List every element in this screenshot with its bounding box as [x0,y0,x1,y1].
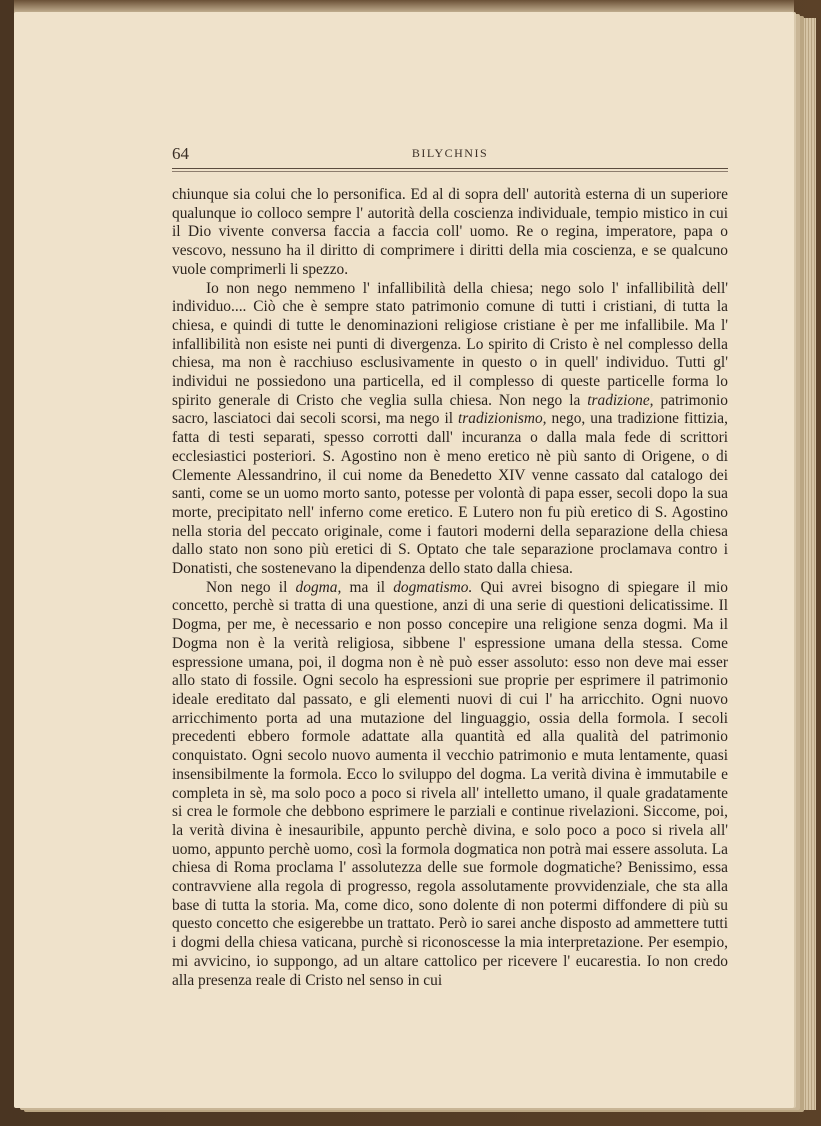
header-rule [172,168,728,169]
text-run: chiunque sia colui che lo personifica. Ed al di sopra dell' autorità esterna di un superiore qualunque io colloco sempre l' autorità della coscienza individuale, tempio mistico in cui il Dio vivente conversa faccia a faccia coll' uomo. Re o regina, imperatore, papa o vescovo, nessuno ha il diritto di comprimere i diritti della mia coscienza, e se qualcuno vuole comprimerli li spezzo. [172,186,728,278]
page-number: 64 [172,144,189,163]
text-run: Non nego il [206,578,296,596]
text-run: patrimonio sacro, lasciatoci dai secoli scorsi, ma nego il [172,391,729,428]
text-run: nego, una tradizione fittizia, fatta di testi separati, spesso corrotti dall' incuranza o dalla mala fede di scrittori ecclesiastici posteriori. S. Agostino non è meno eretico nè più santo di Origene, o di Clemente Alessandrino, il cui nome da Benedetto XIV venne cassato dal catalogo dei santi, come se un uomo morto santo, potesse per volontà di papa esser, secoli dopo la sua morte, precipitato nell' inferno come eretico. E Lutero non fu più eretico di S. Agostino nella storia del peccato originale, come i fautori moderni della separazione della chiesa dallo stato non sono più eretici di S. Optato che tale separazione proclamava contro i Donatisti, che sostenevano la dipendenza dello stato dalla chiesa. [172,410,728,578]
running-title: BILYCHNIS [411,146,489,160]
page-stack-edge [794,18,816,1110]
italic-text-run: dogma, [295,578,342,596]
body-text [172,186,728,990]
italic-text-run: tradizione, [587,391,654,409]
text-run: Io non nego nemmeno l' infallibilità della chiesa; nego solo l' infallibilità dell' individuo.... Ciò che è sempre stato patrimonio comune di tutti i cristiani, di tutta la chiesa, e quindi di tutte le denominazioni religiose cristiane è per me infallibile. Ma l' infallibilità non esiste nei punti di divergenza. Lo spirito di Cristo è nel complesso della chiesa, ma non è racchiuso esclusivamente in questo o in quell' individuo. Tutti gl' individui ne possiedono una particella, ed il complesso di queste particelle forma lo spirito generale di Cristo che veglia sulla chiesa. Non nego la [172,279,728,409]
italic-text-run: tradizionismo, [458,410,547,428]
italic-text-run: dogmatismo. [393,578,473,596]
page-header [172,144,728,166]
text-run: Qui avrei bisogno di spiegare il mio concetto, perchè si tratta di una questione, anzi di una serie di questioni delicatissime. Il Dogma, per me, è necessario e non posso concepire una religione senza dogmi. Ma il Dogma non è la verità religiosa, sibbene l' espressione umana della stessa. Come espressione umana, poi, il dogma non è nè può esser assoluto: esso non deve mai esser allo stato di fossile. Ogni secolo ha espressioni sue proprie per esprimere il patrimonio ideale ereditato dal passato, e gli elementi nuovi di cui l' ha arricchito. Ogni nuovo arricchimento porta ad una mutazione del linguaggio, ossia della formola. I secoli precedenti ebbero formole adattate alla quantità ed alla qualità del patrimonio conquistato. Ogni secolo nuovo aumenta il vecchio patrimonio e muta lentamente, quasi insensibilmente la formola. Ecco lo sviluppo del dogma. La verità divina è immutabile e completa in sè, ma solo poco a poco si rivela all' intelletto umano, il quale gradatamente si crea le formole che debbono esprimere le parziali e continue rivelazioni. Siccome, poi, la verità divina è inesauribile, appunto perchè divina, e solo poco a poco si rivela all' uomo, appunto perchè uomo, così la formola dogmatica non potrà mai essere assoluta. La chiesa di Roma proclama l' assolutezza delle sue formole dogmatiche? Benissimo, essa contravviene alla regola di progresso, regola assolutamente provvidenziale, che sta alla base di tutta la storia. Ma, come dico, sono dolente di non potermi diffondere di più su questo concetto che esigerebbe un trattato. Però io sarei anche disposto ad ammettere tutti i dogmi della chiesa vaticana, purchè si riconoscesse la mia interpretazione. Per esempio, mi avvicino, io suppongo, ad un altare cattolico per ricevere l' eucarestia. Io non credo alla presenza reale di Cristo nel senso in cui [172,578,728,989]
header-rule-double [172,171,728,172]
paragraph-1 [172,186,728,280]
text-run: ma il [341,578,394,596]
paragraph-3 [172,579,728,990]
paragraph-2 [172,280,728,579]
